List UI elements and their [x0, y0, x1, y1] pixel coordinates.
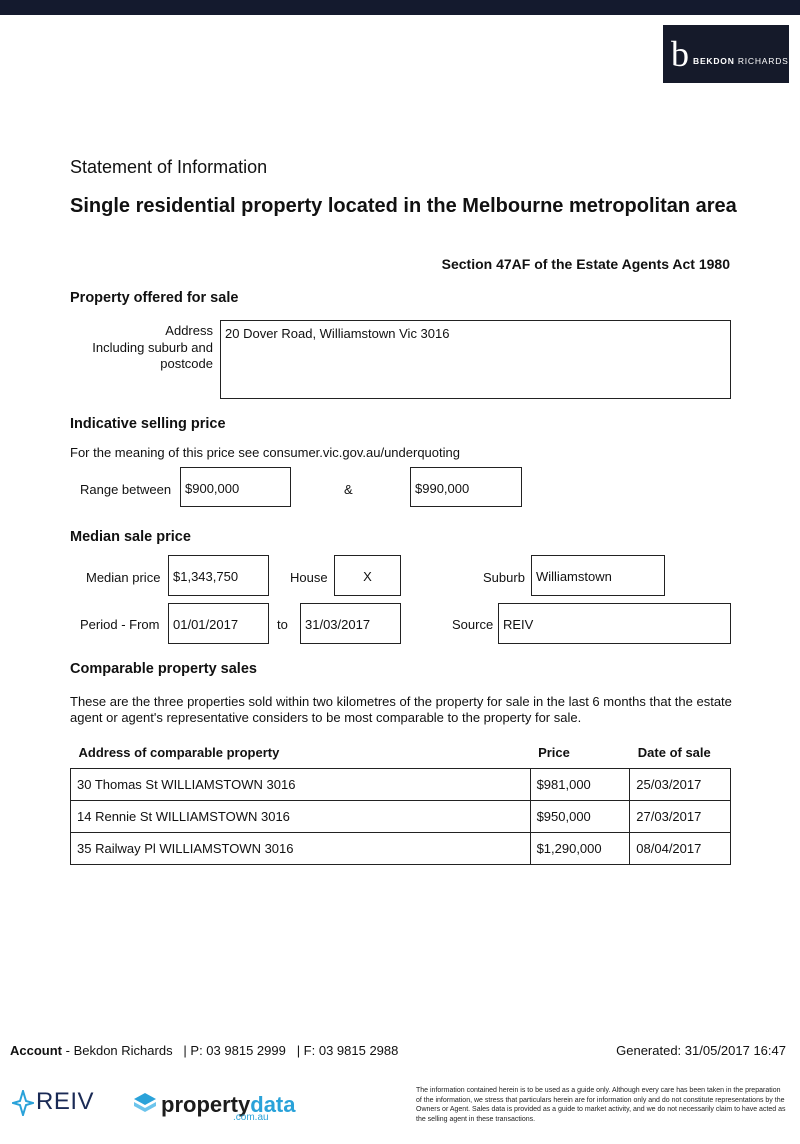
- top-bar: [0, 0, 800, 15]
- period-to-label: to: [277, 617, 288, 632]
- table-header-row: [71, 744, 731, 769]
- comparable-date: 25/03/2017: [630, 769, 731, 801]
- property-heading: Property offered for sale: [70, 290, 239, 306]
- comparable-address: 14 Rennie St WILLIAMSTOWN 3016: [71, 801, 531, 833]
- propertydata-logo-text: propertydata: [161, 1092, 296, 1117]
- period-from-label: Period - From: [80, 617, 160, 632]
- range-label: Range between: [80, 482, 172, 497]
- median-price-label: Median price: [86, 570, 161, 585]
- logo-text: BEKDON RICHARDS: [693, 56, 789, 66]
- underquoting-note: For the meaning of this price see consumer.vic.gov.au/underquoting: [70, 445, 460, 460]
- reiv-logo-text: REIV: [36, 1088, 95, 1115]
- column-header-date: Date of sale: [637, 744, 711, 760]
- house-field: X: [334, 555, 401, 596]
- table-row: [71, 769, 731, 801]
- house-label: House: [290, 570, 328, 585]
- bekdon-richards-logo: [663, 25, 789, 83]
- column-header-price: Price: [538, 744, 570, 760]
- fax-number: | F: 03 9815 2988: [296, 1043, 399, 1058]
- address-label: Address Including suburb and postcode: [92, 323, 213, 371]
- comparable-address: 35 Railway Pl WILLIAMSTOWN 3016: [71, 833, 531, 865]
- reiv-logo: [12, 1088, 94, 1116]
- table-row: [71, 801, 731, 833]
- disclaimer-text: The information contained herein is to be used as a guide only. Although every care has been taken in the preparation of the information, we stress that particulars herein are for information only and do not constitute representations by the Owners or Agent. Sales data is provided as a guide to market activity, and we do not necessarily claim to have acted as the selling agent in these transactions.: [416, 1087, 786, 1123]
- range-low-field: $900,000: [180, 467, 291, 507]
- document-title: Statement of Information: [70, 157, 268, 177]
- reiv-star-icon: [12, 1090, 34, 1116]
- account-label: Account: [10, 1043, 62, 1058]
- propertydata-mark-icon: [133, 1092, 157, 1118]
- comparable-date: 08/04/2017: [630, 833, 731, 865]
- source-label: Source: [452, 617, 494, 632]
- suburb-field: Williamstown: [531, 555, 665, 596]
- logo-mark: b: [671, 34, 689, 74]
- ampersand: &: [344, 482, 353, 497]
- propertydata-logo-domain: .com.au: [233, 1112, 269, 1123]
- comparable-date: 27/03/2017: [630, 801, 731, 833]
- comparable-heading: Comparable property sales: [70, 661, 257, 677]
- median-price-field: $1,343,750: [168, 555, 269, 596]
- period-from-field: 01/01/2017: [168, 603, 269, 644]
- phone-number: | P: 03 9815 2999: [183, 1043, 286, 1058]
- address-field: 20 Dover Road, Williamstown Vic 3016: [220, 320, 731, 399]
- account-info: [10, 1043, 398, 1058]
- comparable-price: $981,000: [530, 769, 630, 801]
- median-heading: Median sale price: [70, 529, 191, 545]
- source-field: REIV: [498, 603, 731, 644]
- column-header-address: Address of comparable property: [78, 744, 280, 760]
- comparable-note: These are the three properties sold within two kilometres of the property for sale in the last 6 months that the estate agent or agent's representative considers to be most comparable to the property for sale.: [70, 694, 732, 725]
- generated-timestamp: Generated: 31/05/2017 16:47: [616, 1043, 786, 1058]
- range-high-field: $990,000: [410, 467, 522, 507]
- suburb-label: Suburb: [483, 570, 525, 585]
- comparable-address: 30 Thomas St WILLIAMSTOWN 3016: [71, 769, 531, 801]
- propertydata-logo: [133, 1092, 296, 1123]
- main-title: Single residential property located in the Melbourne metropolitan area: [70, 195, 737, 217]
- comparable-price: $1,290,000: [530, 833, 630, 865]
- section-reference: Section 47AF of the Estate Agents Act 1980: [441, 256, 730, 272]
- account-value: - Bekdon Richards: [65, 1043, 173, 1058]
- comparable-price: $950,000: [530, 801, 630, 833]
- comparable-sales-table: [70, 744, 731, 865]
- period-to-field: 31/03/2017: [300, 603, 401, 644]
- indicative-heading: Indicative selling price: [70, 416, 226, 432]
- table-row: [71, 833, 731, 865]
